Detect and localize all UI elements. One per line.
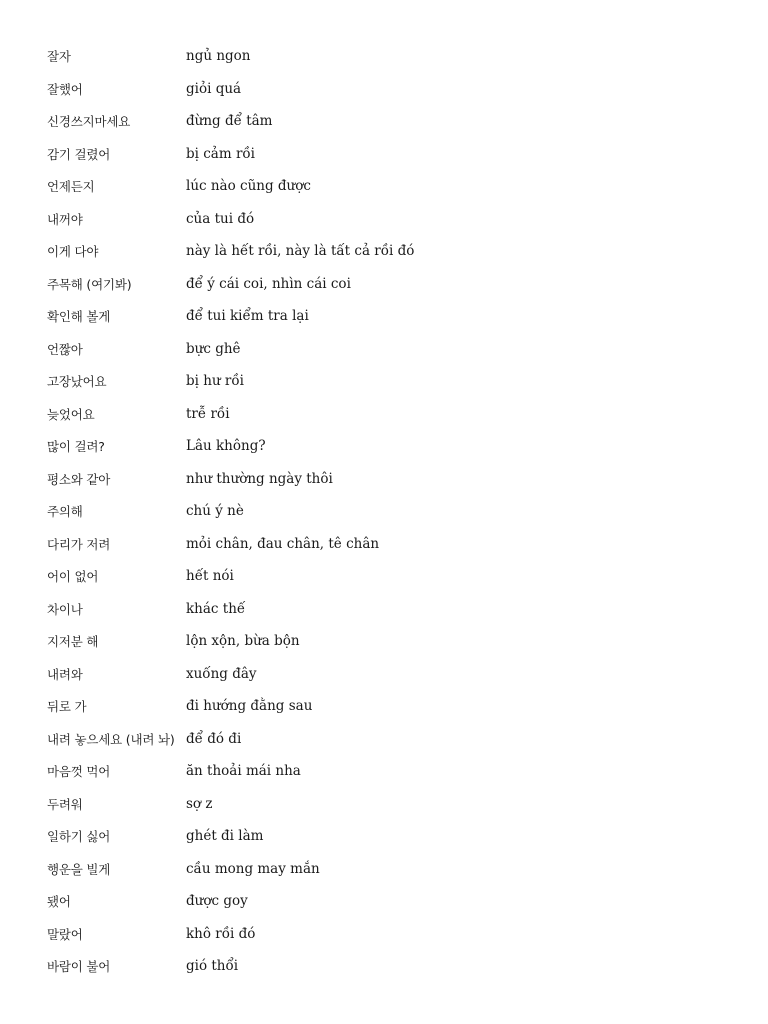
vocab-row	[47, 203, 727, 236]
vietnamese-meaning: để đó đi	[186, 730, 242, 747]
vietnamese-meaning: gió thổi	[186, 958, 239, 975]
vocab-row	[47, 885, 727, 918]
korean-phrase: 언제든지	[47, 179, 95, 195]
korean-phrase: 늦었어요	[47, 406, 95, 422]
vietnamese-meaning: giỏi quá	[186, 80, 242, 97]
vocab-row	[47, 625, 727, 658]
korean-phrase: 말랐어	[47, 926, 83, 942]
vocab-row	[47, 495, 727, 528]
korean-phrase: 확인해 볼게	[47, 309, 111, 325]
vocab-row	[47, 170, 727, 203]
vietnamese-meaning: đi hướng đằng sau	[186, 698, 313, 715]
vocab-row	[47, 723, 727, 756]
vocab-row	[47, 463, 727, 496]
korean-phrase: 잘했어	[47, 81, 83, 97]
vietnamese-meaning: này là hết rồi, này là tất cả rồi đó	[186, 243, 415, 260]
vocab-row	[47, 658, 727, 691]
vietnamese-meaning: ăn thoải mái nha	[186, 763, 301, 780]
korean-phrase: 주의해	[47, 504, 83, 520]
vietnamese-meaning: được goy	[186, 893, 248, 910]
vocab-row	[47, 950, 727, 983]
vocab-row	[47, 788, 727, 821]
vocab-row	[47, 73, 727, 106]
vocabulary-list	[47, 40, 727, 983]
vietnamese-meaning: sợ z	[186, 795, 213, 812]
vietnamese-meaning: khác thế	[186, 600, 246, 617]
vocab-row	[47, 105, 727, 138]
korean-phrase: 마음껏 먹어	[47, 764, 111, 780]
vietnamese-meaning: để ý cái coi, nhìn cái coi	[186, 275, 351, 292]
korean-phrase: 감기 걸렸어	[47, 146, 111, 162]
vocab-row	[47, 300, 727, 333]
korean-phrase: 고장났어요	[47, 374, 107, 390]
vocab-row	[47, 820, 727, 853]
korean-phrase: 내꺼야	[47, 211, 83, 227]
vocab-row	[47, 560, 727, 593]
vocab-row	[47, 430, 727, 463]
vocab-row	[47, 918, 727, 951]
vocab-row	[47, 40, 727, 73]
vocab-row	[47, 365, 727, 398]
vocab-row	[47, 398, 727, 431]
korean-phrase: 언짢아	[47, 341, 83, 357]
vietnamese-meaning: lộn xộn, bừa bộn	[186, 633, 300, 650]
vietnamese-meaning: của tui đó	[186, 210, 255, 227]
korean-phrase: 바람이 불어	[47, 959, 111, 975]
vietnamese-meaning: ngủ ngon	[186, 48, 251, 65]
vietnamese-meaning: bị hư rồi	[186, 373, 244, 390]
korean-phrase: 신경쓰지마세요	[47, 114, 131, 130]
korean-phrase: 평소와 같아	[47, 471, 111, 487]
korean-phrase: 내려와	[47, 666, 83, 682]
vietnamese-meaning: lúc nào cũng được	[186, 178, 311, 195]
korean-phrase: 행운을 빌게	[47, 861, 111, 877]
vocab-row	[47, 268, 727, 301]
vietnamese-meaning: khô rồi đó	[186, 925, 256, 942]
vocab-row	[47, 755, 727, 788]
vietnamese-meaning: bị cảm rồi	[186, 145, 255, 162]
korean-phrase: 다리가 저려	[47, 536, 111, 552]
korean-phrase: 뒤로 가	[47, 699, 87, 715]
vocab-row	[47, 690, 727, 723]
vietnamese-meaning: trễ rồi	[186, 405, 230, 422]
vietnamese-meaning: để tui kiểm tra lại	[186, 308, 309, 325]
korean-phrase: 지저분 해	[47, 634, 99, 650]
korean-phrase: 많이 걸려?	[47, 439, 105, 455]
vietnamese-meaning: mỏi chân, đau chân, tê chân	[186, 535, 380, 552]
vietnamese-meaning: đừng để tâm	[186, 113, 273, 130]
vietnamese-meaning: cầu mong may mắn	[186, 860, 320, 877]
korean-phrase: 내려 놓으세요 (내려 놔)	[47, 731, 175, 747]
vietnamese-meaning: như thường ngày thôi	[186, 470, 333, 487]
vocab-row	[47, 333, 727, 366]
vocab-row	[47, 235, 727, 268]
vietnamese-meaning: ghét đi làm	[186, 828, 264, 845]
vietnamese-meaning: hết nói	[186, 568, 234, 585]
korean-phrase: 주목해 (여기봐)	[47, 276, 132, 292]
korean-phrase: 어이 없어	[47, 569, 99, 585]
vietnamese-meaning: chú ý nè	[186, 503, 244, 520]
vocab-row	[47, 138, 727, 171]
korean-phrase: 차이나	[47, 601, 83, 617]
vocab-row	[47, 593, 727, 626]
korean-phrase: 잘자	[47, 49, 71, 65]
korean-phrase: 이게 다야	[47, 244, 99, 260]
vietnamese-meaning: xuống đây	[186, 665, 257, 682]
vocab-row	[47, 853, 727, 886]
korean-phrase: 일하기 싫어	[47, 829, 111, 845]
vietnamese-meaning: bực ghê	[186, 340, 241, 357]
korean-phrase: 두려워	[47, 796, 83, 812]
korean-phrase: 됐어	[47, 894, 71, 910]
vietnamese-meaning: Lâu không?	[186, 438, 266, 455]
vocab-row	[47, 528, 727, 561]
